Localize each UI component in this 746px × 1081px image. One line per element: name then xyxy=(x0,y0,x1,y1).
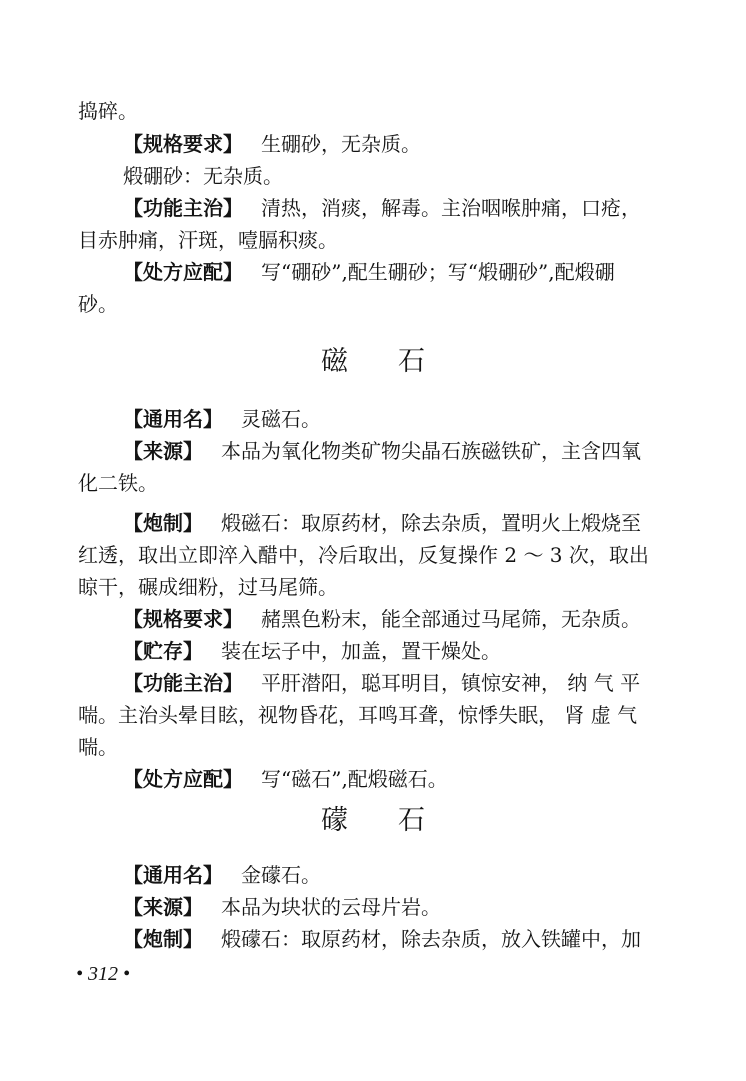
section-text: 生硼砂，无杂质。 xyxy=(261,132,421,156)
section-label: 【通用名】 xyxy=(123,407,223,431)
section-label: 【规格要求】 xyxy=(123,607,243,631)
section-text: 本品为块状的云母片岩。 xyxy=(221,895,441,919)
text-line: 红透，取出立即淬入醋中，冷后取出，反复操作 2 ～ 3 次，取出 xyxy=(78,543,649,567)
section-text: 平肝潜阳，聪耳明目，镇惊安神， 纳 气 平 xyxy=(261,671,641,695)
function-line xyxy=(123,670,640,696)
section-text: 写“磁石”,配煅磁石。 xyxy=(261,767,448,791)
prescription-line xyxy=(123,766,448,792)
section-label: 【通用名】 xyxy=(123,863,223,887)
source-line xyxy=(123,894,441,920)
text-line: 喘。主治头晕目眩，视物昏花，耳鸣耳聋，惊悸失眠， 肾 虚 气 xyxy=(78,703,638,727)
section-text: 煅磁石：取原药材，除去杂质，置明火上煅烧至 xyxy=(221,511,641,535)
section-text: 装在坛子中，加盖，置干燥处。 xyxy=(221,639,501,663)
text-line: 捣碎。 xyxy=(78,99,138,123)
section-text: 本品为氧化物类矿物尖晶石族磁铁矿，主含四氧 xyxy=(221,439,641,463)
section-label: 【规格要求】 xyxy=(123,132,243,156)
section-label: 【炮制】 xyxy=(123,511,203,535)
text-line: 煅硼砂：无杂质。 xyxy=(123,164,283,188)
text-line: 喘。 xyxy=(78,735,118,759)
section-text: 赭黑色粉末，能全部通过马尾筛，无杂质。 xyxy=(261,607,641,631)
storage-line xyxy=(123,638,501,664)
section-text: 清热，消痰，解毒。主治咽喉肿痛，口疮， xyxy=(261,196,641,220)
section-label: 【功能主治】 xyxy=(123,196,243,220)
section-label: 【处方应配】 xyxy=(123,260,243,284)
function-line xyxy=(123,195,641,221)
processing-line xyxy=(123,926,641,952)
common-name-line xyxy=(123,406,321,432)
title-char: 礞 xyxy=(321,805,348,836)
prescription-line xyxy=(123,259,615,285)
section-text: 灵磁石。 xyxy=(241,407,321,431)
common-name-line xyxy=(123,862,321,888)
spec-line xyxy=(123,131,421,157)
section-title xyxy=(0,345,746,379)
section-label: 【来源】 xyxy=(123,439,203,463)
processing-line xyxy=(123,510,641,536)
title-char: 石 xyxy=(398,346,425,377)
section-label: 【贮存】 xyxy=(123,639,203,663)
title-char: 石 xyxy=(398,805,425,836)
text-line: 晾干，碾成细粉，过马尾筛。 xyxy=(78,575,338,599)
section-label: 【来源】 xyxy=(123,895,203,919)
section-label: 【处方应配】 xyxy=(123,767,243,791)
section-label: 【功能主治】 xyxy=(123,671,243,695)
page-number: • 312 • xyxy=(76,963,131,985)
section-text: 煅礞石：取原药材，除去杂质，放入铁罐中，加 xyxy=(221,927,641,951)
section-text: 金礞石。 xyxy=(241,863,321,887)
section-title xyxy=(0,804,746,838)
text-line: 化二铁。 xyxy=(78,471,158,495)
text-line: 砂。 xyxy=(78,292,118,316)
text-line: 目赤肿痛，汗斑，噎膈积痰。 xyxy=(78,228,338,252)
source-line xyxy=(123,438,641,464)
title-char: 磁 xyxy=(321,346,348,377)
section-text: 写“硼砂”,配生硼砂；写“煅硼砂”,配煅硼 xyxy=(261,260,615,284)
spec-line xyxy=(123,606,641,632)
section-label: 【炮制】 xyxy=(123,927,203,951)
